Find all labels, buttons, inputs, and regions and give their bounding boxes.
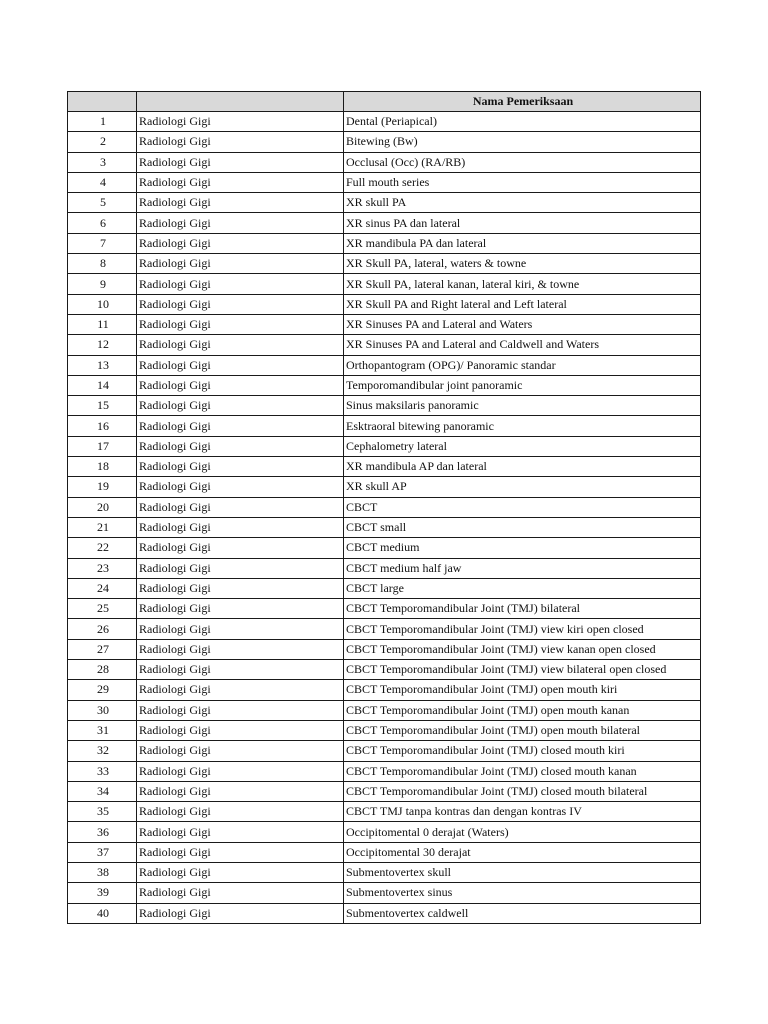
row-category: Radiologi Gigi (137, 457, 344, 477)
row-category: Radiologi Gigi (137, 660, 344, 680)
table-row (68, 842, 701, 862)
table-row (68, 680, 701, 700)
row-exam-name: Submentovertex caldwell (344, 903, 701, 923)
row-category: Radiologi Gigi (137, 355, 344, 375)
table-row (68, 172, 701, 192)
table-row (68, 741, 701, 761)
row-category: Radiologi Gigi (137, 213, 344, 233)
row-category: Radiologi Gigi (137, 132, 344, 152)
table-row (68, 457, 701, 477)
row-exam-name: Occipitomental 0 derajat (Waters) (344, 822, 701, 842)
table-row (68, 619, 701, 639)
row-category: Radiologi Gigi (137, 477, 344, 497)
row-number: 38 (68, 862, 137, 882)
table-row (68, 152, 701, 172)
table-row (68, 781, 701, 801)
row-number: 36 (68, 822, 137, 842)
row-exam-name: XR Skull PA and Right lateral and Left lateral (344, 294, 701, 314)
row-category: Radiologi Gigi (137, 294, 344, 314)
row-exam-name: Bitewing (Bw) (344, 132, 701, 152)
row-number: 17 (68, 436, 137, 456)
row-exam-name: XR Skull PA, lateral kanan, lateral kiri, & towne (344, 274, 701, 294)
row-exam-name: CBCT Temporomandibular Joint (TMJ) open mouth bilateral (344, 720, 701, 740)
row-category: Radiologi Gigi (137, 599, 344, 619)
table-row (68, 335, 701, 355)
row-category: Radiologi Gigi (137, 233, 344, 253)
row-number: 13 (68, 355, 137, 375)
row-number: 33 (68, 761, 137, 781)
row-category: Radiologi Gigi (137, 558, 344, 578)
row-category: Radiologi Gigi (137, 619, 344, 639)
row-number: 28 (68, 660, 137, 680)
row-number: 6 (68, 213, 137, 233)
table-row (68, 822, 701, 842)
row-number: 26 (68, 619, 137, 639)
row-number: 27 (68, 639, 137, 659)
row-exam-name: CBCT Temporomandibular Joint (TMJ) view kanan open closed (344, 639, 701, 659)
row-number: 10 (68, 294, 137, 314)
table-row (68, 639, 701, 659)
row-number: 40 (68, 903, 137, 923)
row-category: Radiologi Gigi (137, 700, 344, 720)
row-category: Radiologi Gigi (137, 802, 344, 822)
row-number: 24 (68, 578, 137, 598)
row-category: Radiologi Gigi (137, 436, 344, 456)
table-row (68, 233, 701, 253)
row-exam-name: CBCT Temporomandibular Joint (TMJ) view kiri open closed (344, 619, 701, 639)
table-row (68, 416, 701, 436)
table-body (68, 112, 701, 924)
row-exam-name: CBCT medium half jaw (344, 558, 701, 578)
row-category: Radiologi Gigi (137, 781, 344, 801)
table-row (68, 538, 701, 558)
row-number: 37 (68, 842, 137, 862)
table-row (68, 436, 701, 456)
header-row (68, 92, 701, 112)
row-number: 7 (68, 233, 137, 253)
row-number: 4 (68, 172, 137, 192)
table-row (68, 903, 701, 923)
table-row (68, 375, 701, 395)
row-number: 20 (68, 497, 137, 517)
table-row (68, 355, 701, 375)
row-category: Radiologi Gigi (137, 883, 344, 903)
row-number: 29 (68, 680, 137, 700)
row-category: Radiologi Gigi (137, 761, 344, 781)
row-number: 8 (68, 254, 137, 274)
row-exam-name: XR Sinuses PA and Lateral and Caldwell and Waters (344, 335, 701, 355)
row-number: 19 (68, 477, 137, 497)
row-category: Radiologi Gigi (137, 416, 344, 436)
row-category: Radiologi Gigi (137, 862, 344, 882)
table-row (68, 477, 701, 497)
table-row (68, 720, 701, 740)
table-row (68, 213, 701, 233)
row-number: 15 (68, 396, 137, 416)
row-exam-name: Cephalometry lateral (344, 436, 701, 456)
table-row (68, 802, 701, 822)
row-category: Radiologi Gigi (137, 274, 344, 294)
row-exam-name: CBCT Temporomandibular Joint (TMJ) closed mouth bilateral (344, 781, 701, 801)
row-exam-name: XR skull PA (344, 193, 701, 213)
row-category: Radiologi Gigi (137, 172, 344, 192)
row-exam-name: Occipitomental 30 derajat (344, 842, 701, 862)
row-exam-name: Esktraoral bitewing panoramic (344, 416, 701, 436)
header-exam-name: Nama Pemeriksaan (344, 92, 701, 112)
row-exam-name: Orthopantogram (OPG)/ Panoramic standar (344, 355, 701, 375)
row-exam-name: Full mouth series (344, 172, 701, 192)
row-number: 11 (68, 314, 137, 334)
row-category: Radiologi Gigi (137, 152, 344, 172)
row-exam-name: Submentovertex skull (344, 862, 701, 882)
row-exam-name: XR mandibula AP dan lateral (344, 457, 701, 477)
row-number: 3 (68, 152, 137, 172)
row-category: Radiologi Gigi (137, 112, 344, 132)
table-row (68, 314, 701, 334)
table-row (68, 497, 701, 517)
row-exam-name: CBCT (344, 497, 701, 517)
table-row (68, 193, 701, 213)
table-row (68, 761, 701, 781)
row-category: Radiologi Gigi (137, 314, 344, 334)
row-number: 21 (68, 517, 137, 537)
row-number: 14 (68, 375, 137, 395)
table-row (68, 517, 701, 537)
row-category: Radiologi Gigi (137, 538, 344, 558)
row-exam-name: CBCT Temporomandibular Joint (TMJ) open mouth kanan (344, 700, 701, 720)
table-row (68, 294, 701, 314)
row-exam-name: Temporomandibular joint panoramic (344, 375, 701, 395)
row-category: Radiologi Gigi (137, 193, 344, 213)
table-row (68, 883, 701, 903)
row-number: 5 (68, 193, 137, 213)
row-exam-name: CBCT TMJ tanpa kontras dan dengan kontras IV (344, 802, 701, 822)
row-number: 22 (68, 538, 137, 558)
exam-table (67, 91, 701, 924)
row-exam-name: XR Sinuses PA and Lateral and Waters (344, 314, 701, 334)
row-category: Radiologi Gigi (137, 254, 344, 274)
row-category: Radiologi Gigi (137, 578, 344, 598)
row-category: Radiologi Gigi (137, 903, 344, 923)
row-number: 32 (68, 741, 137, 761)
row-number: 31 (68, 720, 137, 740)
row-exam-name: Occlusal (Occ) (RA/RB) (344, 152, 701, 172)
row-exam-name: Submentovertex sinus (344, 883, 701, 903)
table-row (68, 396, 701, 416)
table-row (68, 700, 701, 720)
row-category: Radiologi Gigi (137, 720, 344, 740)
row-exam-name: CBCT Temporomandibular Joint (TMJ) open mouth kiri (344, 680, 701, 700)
row-exam-name: Sinus maksilaris panoramic (344, 396, 701, 416)
row-number: 16 (68, 416, 137, 436)
table-row (68, 578, 701, 598)
row-exam-name: CBCT medium (344, 538, 701, 558)
table-row (68, 599, 701, 619)
header-number (68, 92, 137, 112)
exam-sheet (67, 91, 700, 924)
row-number: 2 (68, 132, 137, 152)
row-exam-name: XR skull AP (344, 477, 701, 497)
row-number: 23 (68, 558, 137, 578)
row-category: Radiologi Gigi (137, 335, 344, 355)
table-row (68, 660, 701, 680)
row-number: 39 (68, 883, 137, 903)
row-number: 12 (68, 335, 137, 355)
row-number: 30 (68, 700, 137, 720)
row-category: Radiologi Gigi (137, 639, 344, 659)
header-category (137, 92, 344, 112)
row-exam-name: CBCT Temporomandibular Joint (TMJ) bilateral (344, 599, 701, 619)
row-category: Radiologi Gigi (137, 517, 344, 537)
row-category: Radiologi Gigi (137, 822, 344, 842)
table-row (68, 274, 701, 294)
row-exam-name: XR sinus PA dan lateral (344, 213, 701, 233)
row-exam-name: CBCT large (344, 578, 701, 598)
row-category: Radiologi Gigi (137, 680, 344, 700)
row-exam-name: CBCT Temporomandibular Joint (TMJ) view bilateral open closed (344, 660, 701, 680)
table-header (68, 92, 701, 112)
table-row (68, 112, 701, 132)
table-row (68, 254, 701, 274)
row-number: 1 (68, 112, 137, 132)
row-exam-name: CBCT small (344, 517, 701, 537)
table-row (68, 132, 701, 152)
row-category: Radiologi Gigi (137, 497, 344, 517)
row-exam-name: CBCT Temporomandibular Joint (TMJ) closed mouth kanan (344, 761, 701, 781)
row-category: Radiologi Gigi (137, 396, 344, 416)
row-exam-name: Dental (Periapical) (344, 112, 701, 132)
row-number: 25 (68, 599, 137, 619)
row-exam-name: XR mandibula PA dan lateral (344, 233, 701, 253)
row-number: 18 (68, 457, 137, 477)
row-number: 9 (68, 274, 137, 294)
row-category: Radiologi Gigi (137, 741, 344, 761)
table-row (68, 558, 701, 578)
row-exam-name: CBCT Temporomandibular Joint (TMJ) closed mouth kiri (344, 741, 701, 761)
row-number: 34 (68, 781, 137, 801)
row-exam-name: XR Skull PA, lateral, waters & towne (344, 254, 701, 274)
row-number: 35 (68, 802, 137, 822)
row-category: Radiologi Gigi (137, 842, 344, 862)
table-row (68, 862, 701, 882)
row-category: Radiologi Gigi (137, 375, 344, 395)
